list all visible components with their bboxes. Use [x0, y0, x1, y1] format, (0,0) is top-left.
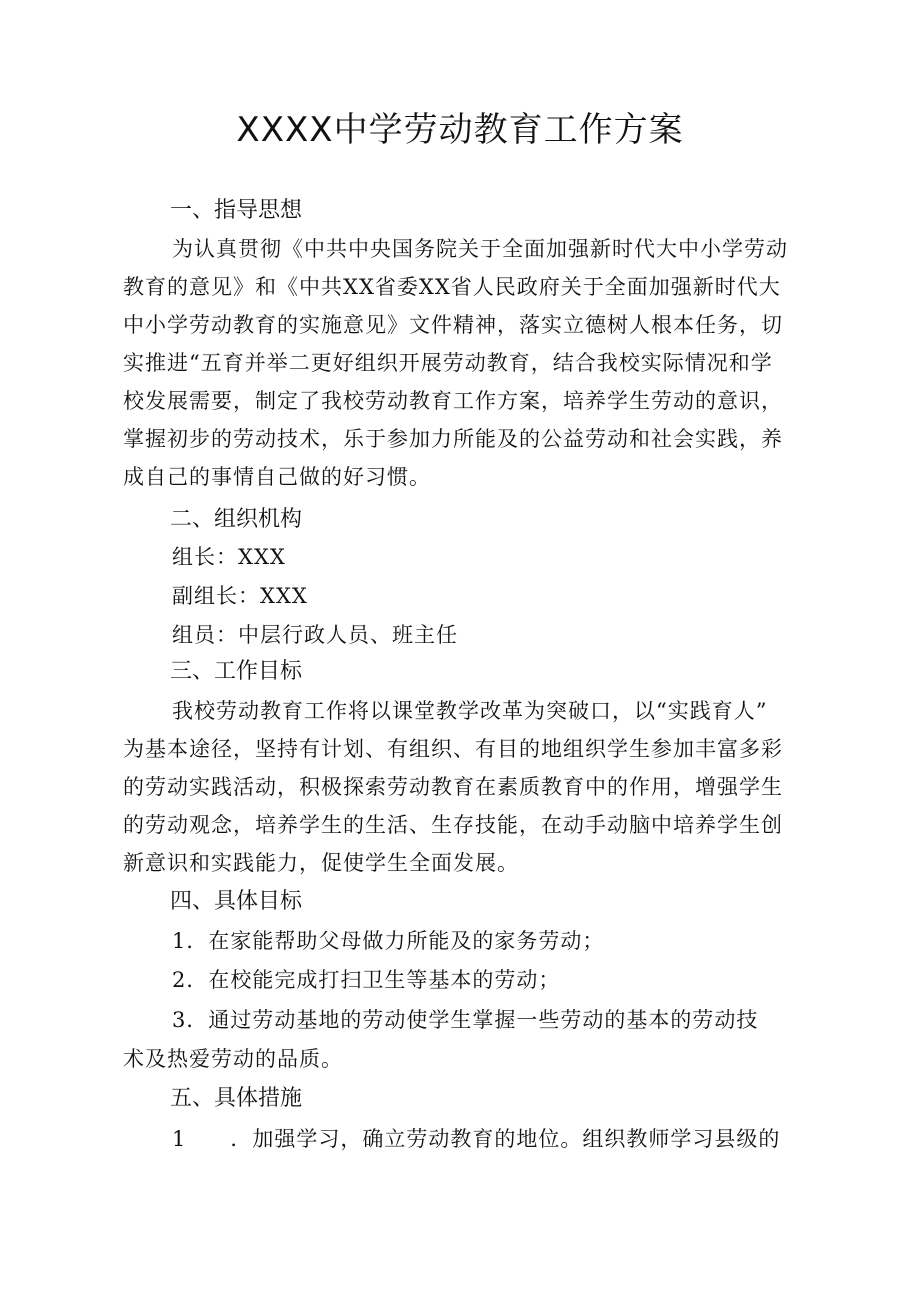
list-item-continuation: 术及热爱劳动的品质。 — [123, 1047, 343, 1071]
paragraph-line: 为基本途径，坚持有计划、有组织、有目的地组织学生参加丰富多彩 — [123, 737, 783, 761]
paragraph-line: 的劳动实践活动，积极探索劳动教育在素质教育中的作用，增强学生 — [123, 775, 783, 799]
section-heading-guiding-ideology: 一、指导思想 — [170, 198, 303, 223]
paragraph-line: 教育的意见》和《中共XX省委XX省人民政府关于全面加强新时代大 — [123, 275, 781, 299]
paragraph-line: 为认真贯彻《中共中央国务院关于全面加强新时代大中小学劳动 — [172, 237, 788, 261]
paragraph-line: 中小学劳动教育的实施意见》文件精神，落实立德树人根本任务，切 — [123, 313, 783, 337]
org-deputy-leader-line: 副组长：XXX — [172, 584, 308, 608]
paragraph-line: 校发展需要，制定了我校劳动教育工作方案，培养学生劳动的意识， — [123, 389, 783, 413]
paragraph-line: 新意识和实践能力，促使学生全面发展。 — [123, 851, 519, 875]
list-item: 1．在家能帮助父母做力所能及的家务劳动； — [172, 929, 605, 953]
section-heading-specific-measures: 五、具体措施 — [170, 1086, 303, 1111]
paragraph-line: 的劳动观念，培养学生的生活、生存技能，在动手动脑中培养学生创 — [123, 813, 783, 837]
list-item: 2．在校能完成打扫卫生等基本的劳动； — [172, 968, 561, 992]
paragraph-line: 我校劳动教育工作将以课堂教学改革为突破口，以“实践育人” — [172, 699, 768, 723]
paragraph-line: 成自己的事情自己做的好习惯。 — [123, 465, 431, 489]
section-heading-organization: 二、组织机构 — [170, 507, 303, 532]
org-leader-line: 组长：XXX — [172, 545, 286, 569]
paragraph-line: 掌握初步的劳动技术，乐于参加力所能及的公益劳动和社会实践，养 — [123, 427, 783, 451]
org-members-line: 组员：中层行政人员、班主任 — [172, 623, 458, 647]
section-heading-specific-goals: 四、具体目标 — [170, 889, 303, 914]
paragraph-line: 实推进“五育并举二更好组织开展劳动教育，结合我校实际情况和学 — [123, 351, 773, 375]
document-title: XXXX中学劳动教育工作方案 — [236, 110, 684, 150]
section-heading-work-goals: 三、工作目标 — [170, 659, 303, 684]
list-item: 3．通过劳动基地的劳动使学生掌握一些劳动的基本的劳动技 — [172, 1008, 759, 1032]
list-item: 1 ．加强学习，确立劳动教育的地位。组织教师学习县级的 — [172, 1127, 781, 1151]
